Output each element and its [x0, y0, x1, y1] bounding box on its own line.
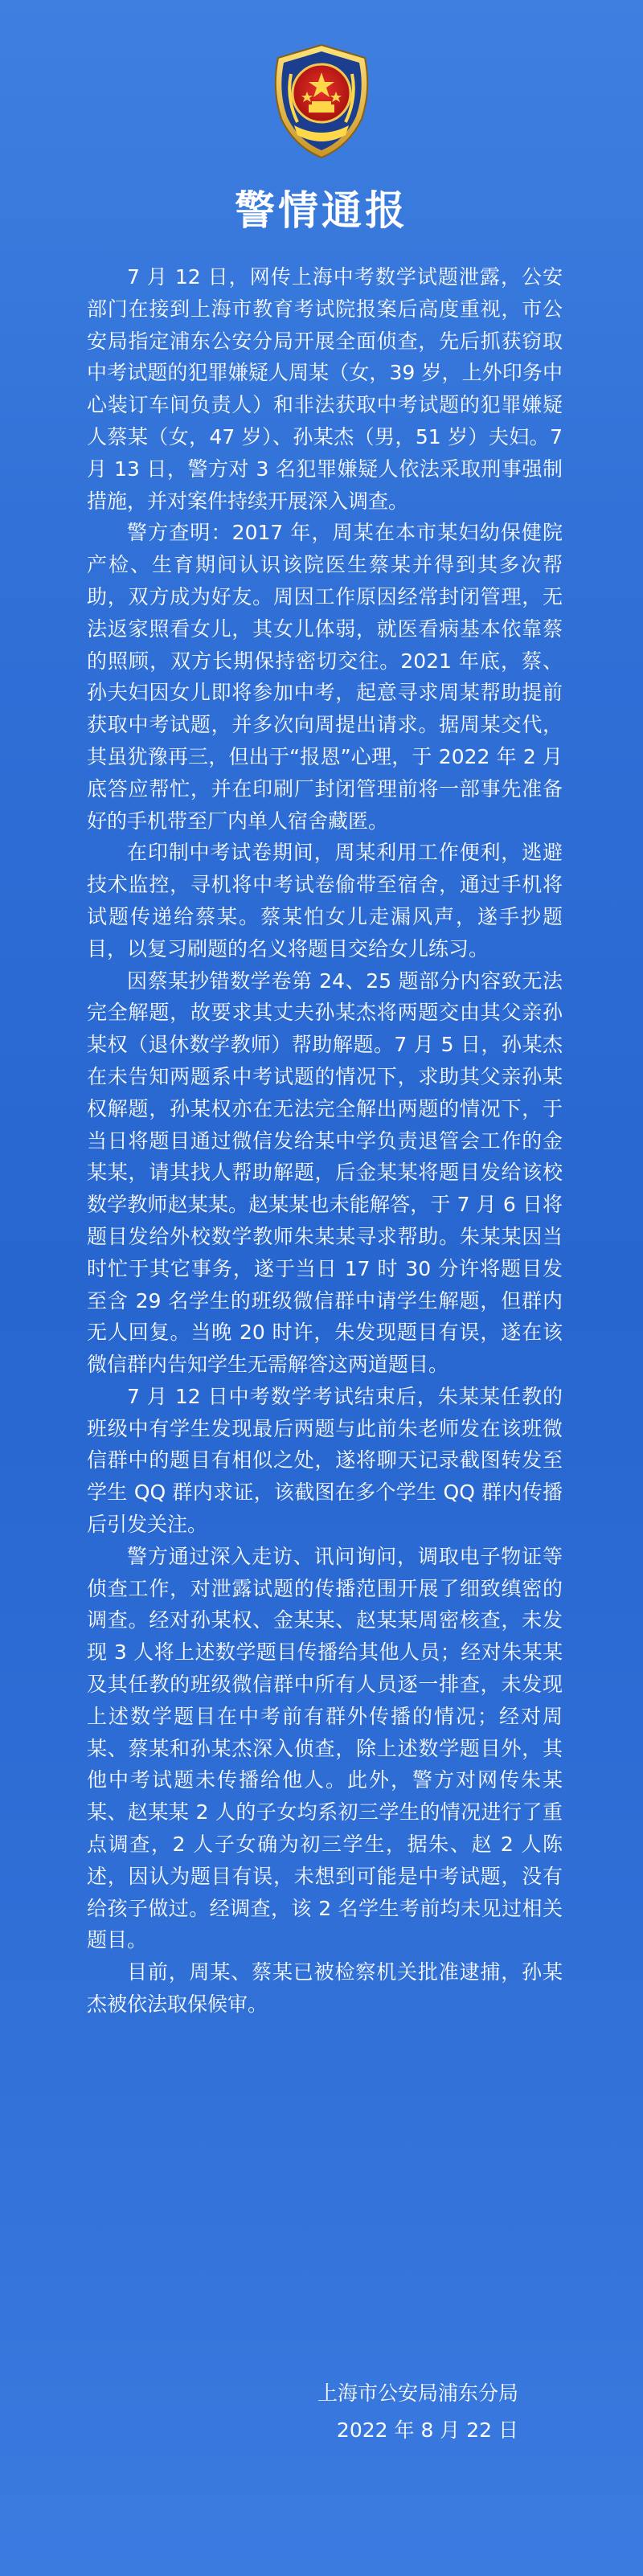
signature-organization: 上海市公安局浦东分局 — [317, 2381, 518, 2405]
police-badge-icon — [262, 42, 381, 161]
paragraph: 在印制中考试卷期间，周某利用工作便利，逃避技术监控，寻机将中考试卷偷带至宿舍，通过手机将试题传递给蔡某。蔡某怕女儿走漏风声，遂手抄题目，以复习刷题的名义将题目交给女儿练习。 — [87, 841, 563, 960]
notice-body — [87, 261, 563, 2021]
paragraph: 因蔡某抄错数学卷第 24、25 题部分内容致无法完全解题，故要求其丈夫孙某杰将两题交由其父亲孙某权（退休数学教师）帮助解题。7 月 5 日，孙某杰在未告知两题系中考试题的情况下，求助其父亲孙某权解题，孙某权亦在无法完全解出两题的情况下，于当日将题目通过微信发给某中学负责退管会工作的金某某，请其找人帮助解题，后金某某将题目发给该校数学教师赵某某。赵某某也未能解答，于 7 月 6 日将题目发给外校数学教师朱某某寻求帮助。朱某某因当时忙于其它事务，遂于当日 17 时 30 分许将题目发至含 29 名学生的班级微信群中请学生解题，但群内无人回复。当晚 20 时许，朱发现题目有误，遂在该微信群内告知学生无需解答这两道题目。 — [87, 969, 563, 1377]
paragraph: 警方查明：2017 年，周某在本市某妇幼保健院产检、生育期间认识该院医生蔡某并得到其多次帮助，双方成为好友。周因工作原因经常封闭管理，无法返家照看女儿，其女儿体弱，就医看病基本依靠蔡的照顾，双方长期保持密切交往。2021 年底，蔡、孙夫妇因女儿即将参加中考，起意寻求周某帮助提前获取中考试题，并多次向周提出请求。据周某交代，其虽犹豫再三，但出于“报恩”心理，于 2022 年 2 月底答应帮忙，并在印刷厂封闭管理前将一部事先准备好的手机带至厂内单人宿舍藏匿。 — [87, 521, 563, 833]
paragraph: 7 月 12 日中考数学考试结束后，朱某某任教的班级中有学生发现最后两题与此前朱老师发在该班微信群中的题目有相似之处，遂将聊天记录截图转发至学生 QQ 群内求证，该截图在多个学生 QQ 群内传播后引发关注。 — [87, 1384, 563, 1537]
paragraph: 7 月 12 日，网传上海中考数学试题泄露，公安部门在接到上海市教育考试院报案后高度重视，市公安局指定浦东公安分局开展全面侦查，先后抓获窃取中考试题的犯罪嫌疑人周某（女，39 岁，上外印务中心装订车间负责人）和非法获取中考试题的犯罪嫌疑人蔡某（女，47 岁）、孙某杰（男，51 岁）夫妇。7 月 13 日，警方对 3 名犯罪嫌疑人依法采取刑事强制措施，并对案件持续开展深入调查。 — [87, 265, 563, 513]
page-title: 警情通报 — [235, 187, 408, 234]
signature-date: 2022 年 8 月 22 日 — [336, 2418, 518, 2442]
paragraph: 警方通过深入走访、讯问询问，调取电子物证等侦查工作，对泄露试题的传播范围开展了细致缜密的调查。经对孙某权、金某某、赵某某周密核查，未发现 3 人将上述数学题目传播给其他人员；经对朱某某及其任教的班级微信群中所有人员逐一排查，未发现上述数学题目在中考前有群外传播的情况；经对周某、蔡某和孙某杰深入侦查，除上述数学题目外，其他中考试题未传播给他人。此外，警方对网传朱某某、赵某某 2 人的子女均系初三学生的情况进行了重点调查，2 人子女确为初三学生，据朱、赵 2 人陈述，因认为题目有误，未想到可能是中考试题，没有给孩子做过。经调查，该 2 名学生考前均未见过相关题目。 — [87, 1544, 563, 1952]
paragraph: 目前，周某、蔡某已被检察机关批准逮捕，孙某杰被依法取保候审。 — [87, 1960, 563, 2017]
signature-block — [241, 2375, 518, 2449]
